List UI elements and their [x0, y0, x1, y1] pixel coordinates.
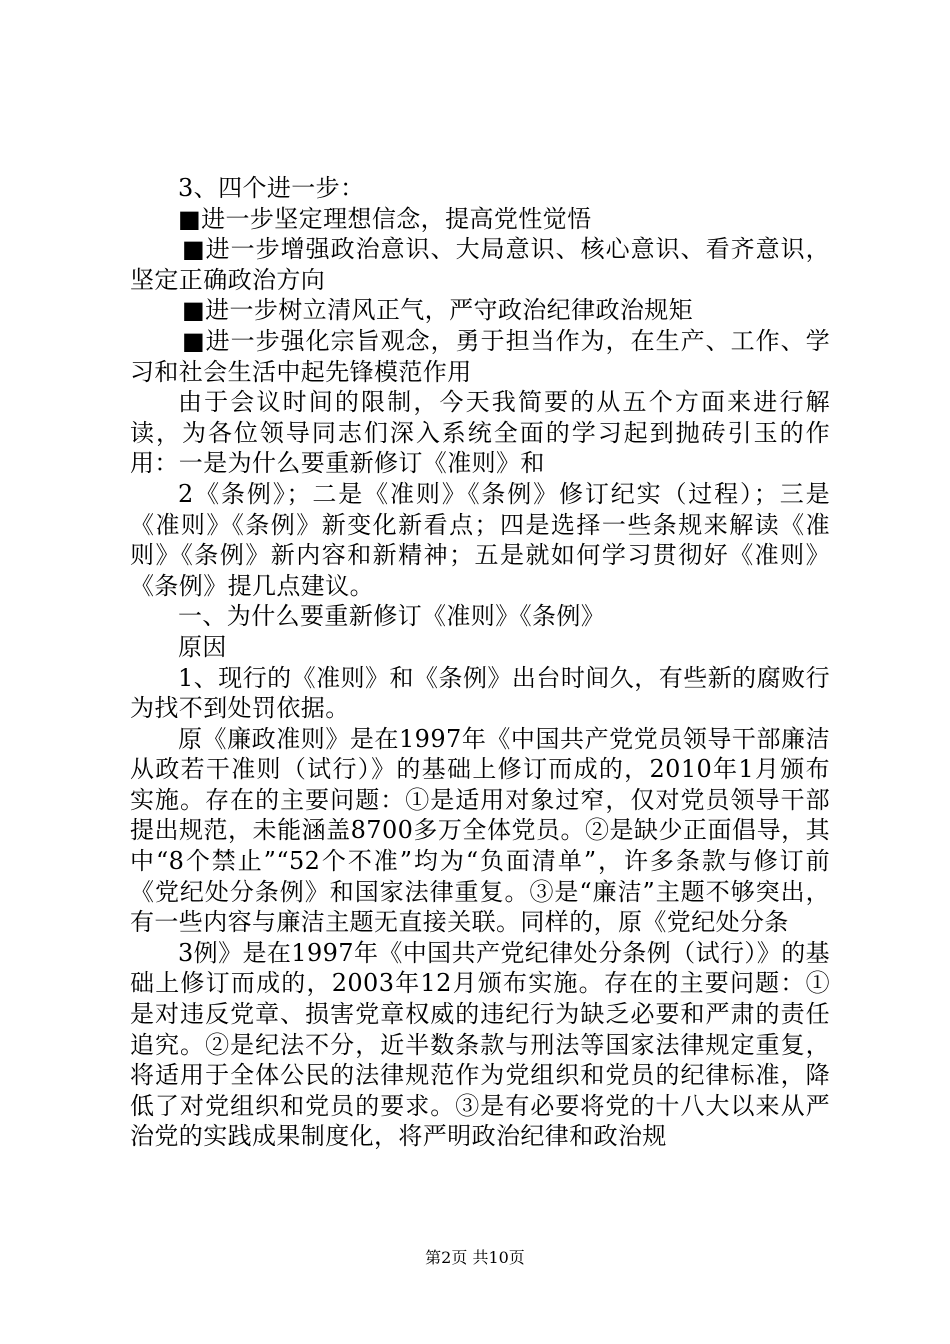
paragraph-bullet-1: ■进一步坚定理想信念，提高党性觉悟	[178, 204, 592, 233]
paragraph-bullet-2: ■进一步增强政治意识、大局意识、核心意识、看齐意识，坚定正确政治方向	[130, 235, 830, 294]
paragraph-intro: 由于会议时间的限制，今天我简要的从五个方面来进行解读，为各位领导同志们深入系统全面的学习起到抛砖引玉的作用：一是为什么要重新修订《准则》和	[130, 388, 830, 478]
paragraph-five-aspects: 2《条例》；二是《准则》《条例》修订纪实（过程）；三是《准则》《条例》新变化新看点；四是选择一些条规来解读《准则》《条例》新内容和新精神；五是就如何学习贯彻好《准则》《条例》提几点建议。	[130, 479, 830, 600]
paragraph-old-guideline: 原《廉政准则》是在1997年《中国共产党党员领导干部廉洁从政若干准则（试行）》的基础上修订而成的，2010年1月颁布实施。存在的主要问题：①是适用对象过窄，仅对党员领导干部提出规范，未能涵盖8700多万全体党员。②是缺少正面倡导，其中“8个禁止”“52个不准”均为“负面清单”，许多条款与修订前《党纪处分条例》和国家法律重复。③是“廉洁”主题不够突出，有一些内容与廉洁主题无直接关联。同样的，原《党纪处分条	[130, 724, 830, 937]
section-heading-1: 一、为什么要重新修订《准则》《条例》	[178, 602, 606, 631]
paragraph-bullet-3: ■进一步树立清风正气，严守政治纪律政治规矩	[182, 296, 694, 325]
paragraph-reason-label: 原因	[178, 632, 227, 661]
paragraph-bullet-4: ■进一步强化宗旨观念，勇于担当作为，在生产、工作、学习和社会生活中起先锋模范作用	[130, 326, 830, 386]
paragraph-old-regulation: 3例》是在1997年《中国共产党纪律处分条例（试行）》的基础上修订而成的，2003年12月颁布实施。存在的主要问题：①是对违反党章、损害党章权威的违纪行为缺乏必要和严肃的责任追究。②是纪法不分，近半数条款与刑法等国家法律规定重复，将适用于全体公民的法律规范作为党组织和党员的纪律标准，降低了对党组织和党员的要求。③是有必要将党的十八大以来从严治党的实践成果制度化，将严明政治纪律和政治规	[130, 938, 830, 1151]
document-body	[130, 173, 830, 1152]
paragraph-heading-four-steps: 3、四个进一步：	[178, 174, 365, 202]
page-footer: 第2页 共10页	[425, 1248, 525, 1267]
paragraph-reason-1: 1、现行的《准则》和《条例》出台时间久，有些新的腐败行为找不到处罚依据。	[130, 663, 830, 723]
